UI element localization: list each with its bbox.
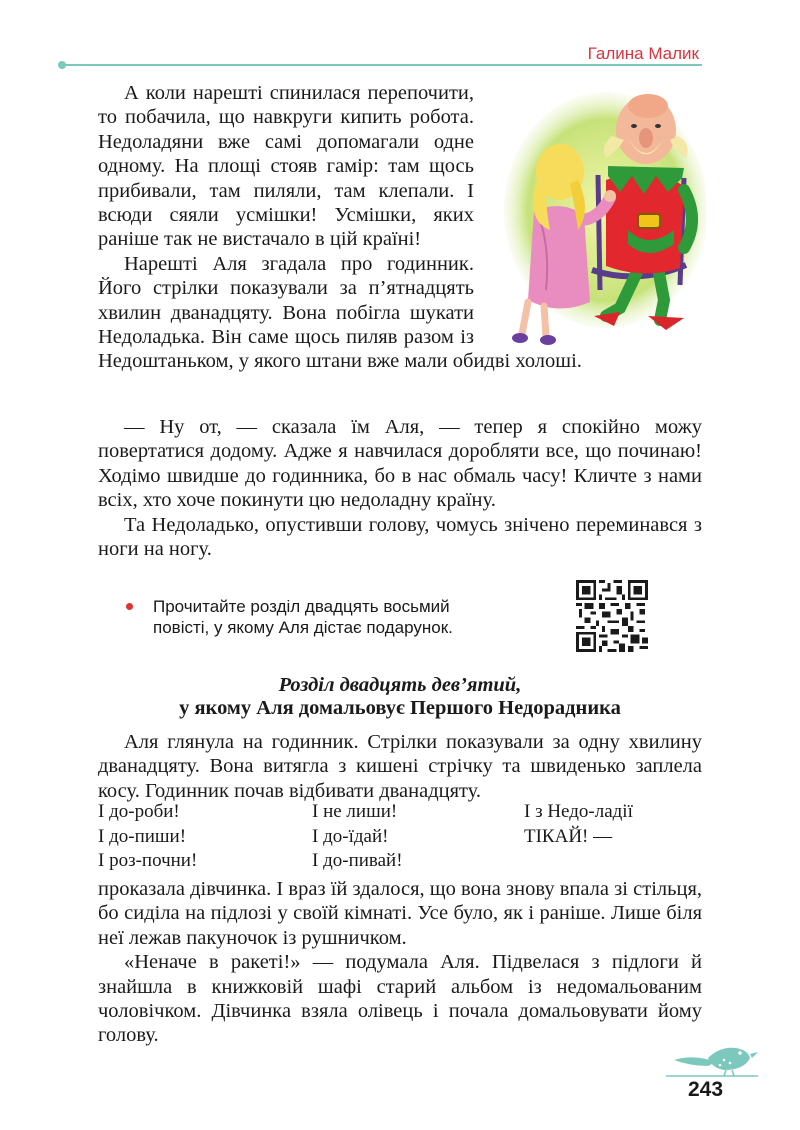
chant-column xyxy=(524,800,633,849)
chant-line: І роз-почни! xyxy=(98,850,198,871)
paragraph: Нарешті Аля згадала про годинник. Його стрілки показували за п’ятнадцять хвилин дванадцяту. Вона побігла шукати Недоладька. Він саме щось пиляв разом із Недоштаньком, у якого штани вже мали обидві холоші. xyxy=(98,252,582,373)
paragraph: А коли нарешті спинилася перепочити, то побачила, що навкруги кипить робота. Недоладяни вже самі допомагали одне одному. На площі стояв гамір: там щось прибивали, там пиляли, там клепали. І всюди сяяли усмішки! Усмішки, яких раніше так не вистачало в цій країні! xyxy=(98,82,474,251)
chapter-title: Розділ двадцять дев’ятий, xyxy=(278,674,522,696)
running-header-author: Галина Малик xyxy=(587,44,699,63)
chant-column xyxy=(98,800,197,874)
paragraph: Аля глянула на годинник. Стрілки показували за одну хвилину дванадцяту. Вона витягла з кишені стрічку та швиденько заплела косу. Годинник почав відбивати дванадцяту. xyxy=(98,731,702,802)
chant-line: І до-роби! xyxy=(98,801,180,822)
story-text-top xyxy=(98,81,702,411)
paragraph: «Неначе в ракеті!» — подумала Аля. Підвелася з підлоги й знайшла в книжковій шафі старий альбом із недомальованим чоловічком. Дівчинка взяла олівець і почала домальовувати йому голову. xyxy=(98,951,702,1047)
chant-column xyxy=(312,800,403,874)
bird-icon xyxy=(664,1036,760,1078)
paragraph: — Ну от, — сказала їм Аля, — тепер я спокійно можу повертатися додому. Адже я навчилася доробляти все, що починаю! Ходімо швидше до годинника, бо в нас обмаль часу! Кличте з нами всіх, хто хоче покинути цю недоладну країну. xyxy=(98,416,702,512)
bullet-dot-icon xyxy=(126,603,133,610)
paragraph: Та Недоладько, опустивши голову, чомусь знічено переминався з ноги на ногу. xyxy=(98,513,702,561)
assignment-line: повісті, у якому Аля дістає подарунок. xyxy=(153,618,453,637)
chant-line: І з Недо-ладії xyxy=(524,801,633,822)
chant-line: І до-пивай! xyxy=(312,850,403,871)
story-text-bottom xyxy=(98,877,702,1048)
chapter-subtitle: у якому Аля домальовує Першого Недорадника xyxy=(179,697,621,719)
chant-line: І до-пиши! xyxy=(98,825,187,847)
illustration-wrap-spacer xyxy=(474,81,706,349)
page-number: 243 xyxy=(688,1078,724,1101)
story-text-chapter-start xyxy=(98,730,702,803)
paragraph: проказала дівчинка. І враз їй здалося, що вона знову впала зі стільця, бо сиділа на підлозі у своїй кімнаті. Усе було, як і раніше. Лише біля неї лежав пакуночок із рушничком. xyxy=(98,878,702,949)
story-text-dialogue xyxy=(98,415,702,561)
chant-line: ТІКАЙ! — xyxy=(524,825,613,847)
header-rule xyxy=(62,64,702,66)
assignment-line: Прочитайте розділ двадцять восьмий xyxy=(153,597,450,616)
chant-line: І до-їдай! xyxy=(312,825,389,847)
chant-line: І не лиши! xyxy=(312,801,398,822)
qr-code-icon[interactable] xyxy=(576,580,648,652)
assignment-note xyxy=(126,596,526,638)
